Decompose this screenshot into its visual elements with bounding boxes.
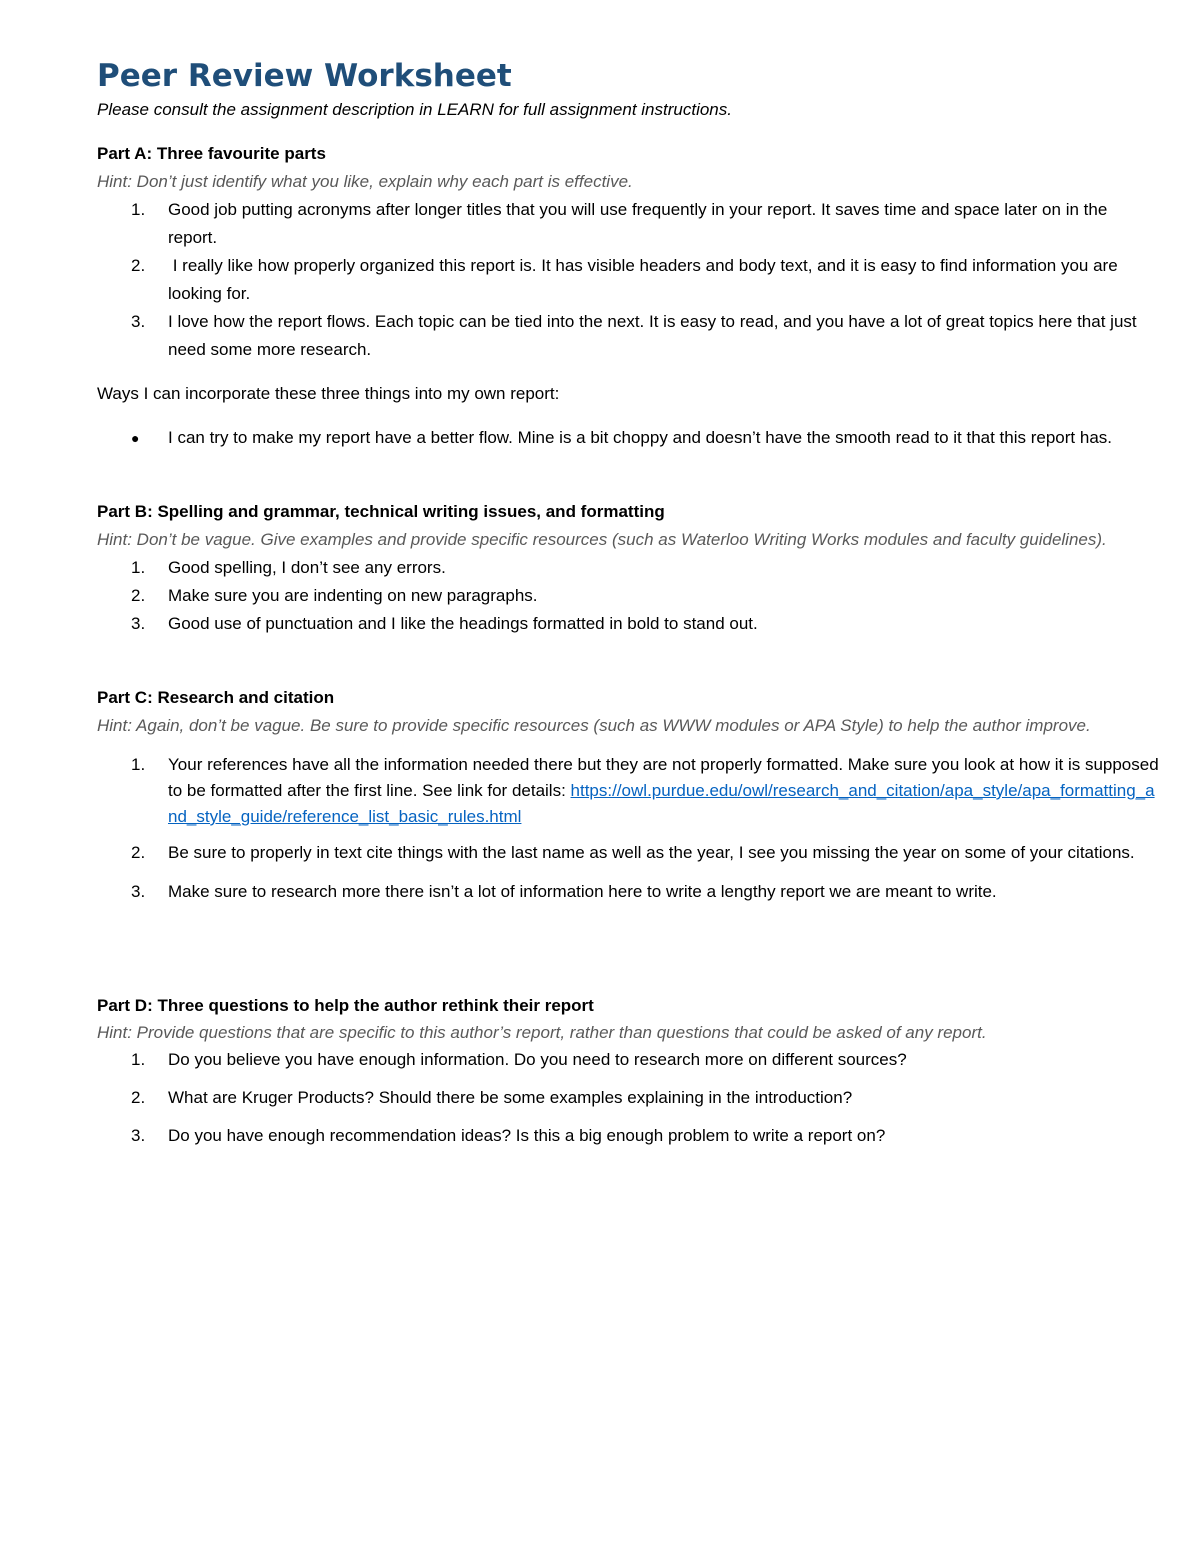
list-item-text: Be sure to properly in text cite things with the last name as well as the year, I see you missing the year on some of your citations.	[168, 843, 1135, 862]
part-c-heading: Part C: Research and citation	[97, 688, 335, 707]
list-item	[97, 252, 1160, 308]
list-item-text: Do you believe you have enough information. Do you need to research more on different sources?	[168, 1050, 907, 1069]
list-number: 2.	[131, 586, 146, 605]
list-number: 3.	[131, 614, 146, 633]
ways-bullet-list	[97, 424, 1160, 452]
list-number: 2.	[131, 1088, 146, 1107]
list-item	[97, 554, 1160, 582]
part-d-list	[97, 1046, 1160, 1150]
bullet-icon: ●	[131, 430, 140, 446]
part-b-heading: Part B: Spelling and grammar, technical writing issues, and formatting	[97, 502, 665, 521]
part-c-hint: Hint: Again, don’t be vague. Be sure to provide specific resources (such as WWW modules or APA Style) to help the author improve.	[97, 716, 1091, 735]
list-item	[97, 610, 1160, 638]
list-item-text: Make sure you are indenting on new paragraphs.	[168, 586, 538, 605]
list-number: 2.	[131, 256, 146, 275]
apa-reference-link[interactable]: https://owl.purdue.edu/owl/research_and_citation/apa_style/apa_formatting_and_style_guide/reference_list_basic_rules.html	[168, 781, 1155, 826]
part-d-heading: Part D: Three questions to help the author rethink their report	[97, 996, 594, 1015]
list-item-text: Good spelling, I don’t see any errors.	[168, 558, 446, 577]
list-item	[97, 196, 1160, 252]
part-c-section	[97, 684, 1160, 906]
page-subtitle: Please consult the assignment description in LEARN for full assignment instructions.	[97, 100, 732, 119]
list-item	[97, 878, 1160, 906]
list-item	[97, 1084, 1160, 1112]
list-item	[97, 840, 1160, 866]
list-number: 3.	[131, 312, 146, 331]
list-item	[97, 424, 1160, 452]
list-item-text: Make sure to research more there isn’t a lot of information here to write a lengthy report we are meant to write.	[168, 882, 997, 901]
list-item-text: Your references have all the information needed there but they are not properly formatted. Make sure you look at how it is supposed to be formatted after the first line. See link for details:	[168, 755, 1159, 800]
document-page	[97, 56, 1160, 1150]
part-a-section	[97, 140, 1160, 452]
list-item	[97, 1046, 1160, 1074]
list-number: 2.	[131, 843, 146, 862]
part-a-hint: Hint: Don’t just identify what you like, explain why each part is effective.	[97, 172, 633, 191]
list-number: 1.	[131, 558, 146, 577]
list-item-text: I can try to make my report have a better flow. Mine is a bit choppy and doesn’t have the smooth read to it that this report has.	[168, 428, 1112, 447]
list-item	[97, 1122, 1160, 1150]
list-number: 1.	[131, 1050, 146, 1069]
list-item	[97, 582, 1160, 610]
list-item	[97, 308, 1160, 364]
list-item-text: I really like how properly organized this report is. It has visible headers and body text, and it is easy to find information you are looking for.	[168, 256, 1123, 303]
list-item	[97, 752, 1160, 830]
list-item-text: Good use of punctuation and I like the headings formatted in bold to stand out.	[168, 614, 758, 633]
list-item-text: Do you have enough recommendation ideas? Is this a big enough problem to write a report on?	[168, 1126, 886, 1145]
list-number: 1.	[131, 755, 146, 774]
list-item-text: What are Kruger Products? Should there be some examples explaining in the introduction?	[168, 1088, 853, 1107]
part-b-list	[97, 554, 1160, 638]
part-d-section	[97, 992, 1160, 1150]
list-item-text: Good job putting acronyms after longer titles that you will use frequently in your report. It saves time and space later on in the report.	[168, 200, 1108, 247]
list-item-text: I love how the report flows. Each topic can be tied into the next. It is easy to read, and you have a lot of great topics here that just need some more research.	[168, 312, 1137, 359]
list-number: 3.	[131, 882, 146, 901]
list-number: 1.	[131, 200, 146, 219]
ways-label: Ways I can incorporate these three things into my own report:	[97, 384, 560, 403]
part-b-section	[97, 498, 1160, 638]
part-b-hint: Hint: Don’t be vague. Give examples and provide specific resources (such as Waterloo Writing Works modules and faculty guidelines).	[97, 530, 1107, 549]
part-d-hint: Hint: Provide questions that are specific to this author’s report, rather than questions that could be asked of any report.	[97, 1023, 987, 1042]
list-number: 3.	[131, 1126, 146, 1145]
part-a-heading: Part A: Three favourite parts	[97, 144, 326, 163]
page-title: Peer Review Worksheet	[97, 58, 512, 94]
part-c-list	[97, 752, 1160, 906]
part-a-list	[97, 196, 1160, 364]
